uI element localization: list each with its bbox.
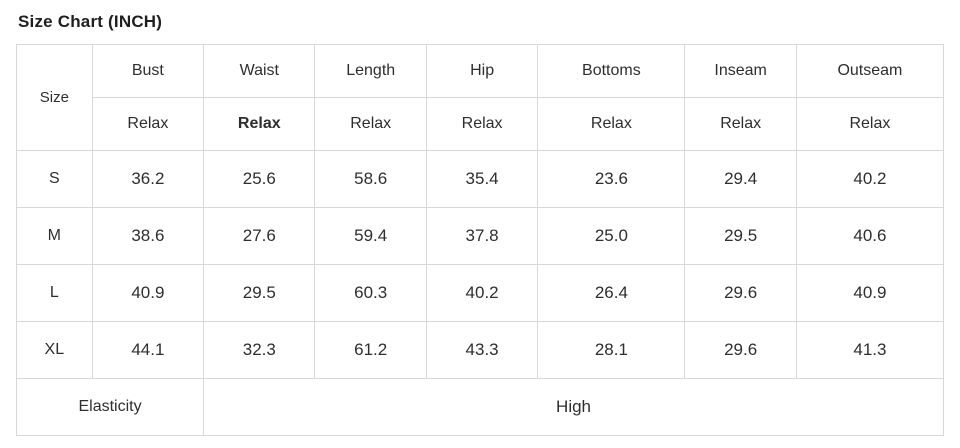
cell-xl-length: 61.2 [315,322,426,379]
header-size: Size [17,45,93,151]
cell-xl-bottoms: 28.1 [538,322,685,379]
cell-l-bottoms: 26.4 [538,265,685,322]
subheader-length-relax: Relax [315,98,426,151]
cell-m-bust: 38.6 [92,208,203,265]
cell-m-waist: 27.6 [204,208,315,265]
cell-xl-bust: 44.1 [92,322,203,379]
table-row [17,265,944,322]
subheader-hip-relax: Relax [426,98,537,151]
row-size-m: M [17,208,93,265]
cell-xl-waist: 32.3 [204,322,315,379]
subheader-waist-relax: Relax [204,98,315,151]
subheader-bottoms-relax: Relax [538,98,685,151]
header-bottoms: Bottoms [538,45,685,98]
cell-l-bust: 40.9 [92,265,203,322]
row-size-xl: XL [17,322,93,379]
header-inseam: Inseam [685,45,796,98]
row-size-l: L [17,265,93,322]
elasticity-row [17,379,944,436]
header-hip: Hip [426,45,537,98]
table-header-row [17,45,944,98]
subheader-bust-relax: Relax [92,98,203,151]
cell-m-hip: 37.8 [426,208,537,265]
cell-s-waist: 25.6 [204,151,315,208]
table-row [17,322,944,379]
cell-l-hip: 40.2 [426,265,537,322]
subheader-inseam-relax: Relax [685,98,796,151]
cell-s-bottoms: 23.6 [538,151,685,208]
page-title: Size Chart (INCH) [18,12,163,31]
cell-l-waist: 29.5 [204,265,315,322]
cell-s-outseam: 40.2 [796,151,943,208]
row-size-s: S [17,151,93,208]
cell-s-inseam: 29.4 [685,151,796,208]
table-row [17,208,944,265]
table-subheader-row [17,98,944,151]
cell-l-inseam: 29.6 [685,265,796,322]
cell-xl-inseam: 29.6 [685,322,796,379]
cell-l-length: 60.3 [315,265,426,322]
cell-s-bust: 36.2 [92,151,203,208]
cell-m-inseam: 29.5 [685,208,796,265]
cell-s-length: 58.6 [315,151,426,208]
cell-xl-hip: 43.3 [426,322,537,379]
size-chart-table [16,44,944,436]
table-row [17,151,944,208]
elasticity-label: Elasticity [17,379,204,436]
header-length: Length [315,45,426,98]
header-bust: Bust [92,45,203,98]
header-waist: Waist [204,45,315,98]
subheader-outseam-relax: Relax [796,98,943,151]
cell-s-hip: 35.4 [426,151,537,208]
cell-m-bottoms: 25.0 [538,208,685,265]
cell-xl-outseam: 41.3 [796,322,943,379]
cell-m-outseam: 40.6 [796,208,943,265]
cell-l-outseam: 40.9 [796,265,943,322]
elasticity-value: High [204,379,944,436]
cell-m-length: 59.4 [315,208,426,265]
header-outseam: Outseam [796,45,943,98]
